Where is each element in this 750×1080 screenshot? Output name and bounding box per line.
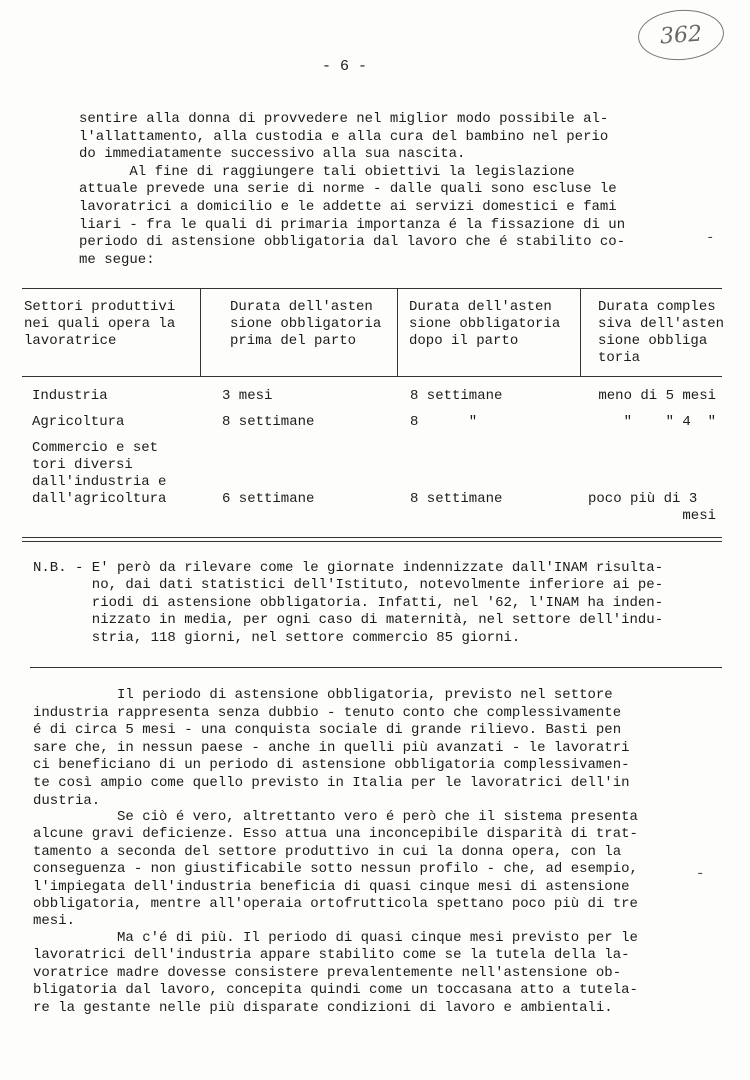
- table-cell-sector-line: Agricoltura: [32, 414, 125, 430]
- table-col-divider: [580, 288, 581, 376]
- table-cell-total: [588, 388, 716, 405]
- text-line: industria rappresenta senza dubbio - tenuto conto che complessivamente: [33, 704, 622, 721]
- table-cell-sector-line: dall'agricoltura: [32, 491, 167, 507]
- text-line: alcune gravi deficienze. Esso attua una inconcepibile disparità di trat-: [33, 826, 638, 843]
- text-line: me segue:: [79, 251, 155, 268]
- table-cell-after-line: 8 settimane: [410, 491, 503, 507]
- table-cell-total-line: mesi: [682, 508, 716, 524]
- text-line: Se ciò é vero, altrettanto vero é però che il sistema presenta: [33, 809, 638, 825]
- table-header-line: nei quali opera la: [24, 316, 176, 332]
- table-rule-top: [22, 288, 722, 289]
- table-cell-total-line: " " 4 ": [623, 414, 716, 430]
- table-cell-total: [588, 491, 716, 525]
- text-line: Ma c'é di più. Il periodo di quasi cinque mesi previsto per le: [33, 930, 638, 946]
- note-rule: [30, 667, 722, 668]
- page-number: - 6 -: [322, 58, 368, 75]
- table-header-line: sione obbliga: [598, 333, 708, 349]
- table-cell-after: [410, 414, 477, 431]
- table-cell-after-line: 8 ": [410, 414, 478, 430]
- text-line: attuale prevede una serie di norme - dalle quali sono escluse le: [79, 181, 617, 198]
- table-cell-sector-line: Industria: [32, 388, 108, 404]
- text-line: stria, 118 giorni, nel settore commercio 85 giorni.: [33, 629, 521, 646]
- table-cell-after: [410, 491, 502, 508]
- table-cell-after: [410, 388, 502, 405]
- text-line: re la gestante nelle più disparate condizioni di lavoro e ambientali.: [33, 999, 613, 1016]
- text-line: é di circa 5 mesi - una conquista sociale di grande rilievo. Basti pen: [33, 722, 622, 739]
- body-paragraph-2: [33, 809, 638, 931]
- table-header-total: [598, 299, 724, 367]
- text-line: tamento a seconda del settore produttivo in cui la donna opera, con la: [33, 843, 622, 860]
- table-cell-before-line: 3 mesi: [222, 388, 273, 404]
- table-col-divider: [200, 288, 201, 376]
- body-paragraph-3: [33, 930, 638, 1017]
- table-rule-bottom-2: [22, 541, 722, 542]
- text-line: voratrice madre dovesse consistere prevalentemente nell'astensione ob-: [33, 964, 622, 981]
- text-line: dustria.: [33, 792, 101, 809]
- table-header-line: Settori produttivi: [24, 299, 176, 315]
- table-header-line: sione obbligatoria: [230, 316, 382, 332]
- text-line: lavoratrici dell'industria appare stabilito come se la tutela della la-: [33, 947, 630, 964]
- table-header-line: Durata comples: [598, 299, 716, 315]
- text-line: nizzato in media, per ogni caso di maternità, nel settore dell'indu-: [33, 612, 664, 629]
- text-line: sentire alla donna di provvedere nel miglior modo possibile al-: [79, 111, 609, 127]
- table-cell-after-line: 8 settimane: [410, 388, 503, 404]
- text-line: no, dai dati statistici dell'Istituto, notevolmente inferiore ai pe-: [33, 577, 664, 594]
- text-line: liari - fra le quali di primaria importanza é la fissazione di un: [79, 216, 626, 233]
- text-line: l'allattamento, alla custodia e alla cura del bambino nel perio: [79, 128, 609, 145]
- table-header-line: dopo il parto: [409, 333, 519, 349]
- table-cell-total-line: meno di 5 mesi: [598, 388, 716, 404]
- table-cell-total: [588, 414, 716, 431]
- text-line: Il periodo di astensione obbligatoria, previsto nel settore: [33, 687, 613, 703]
- text-line: ci beneficiano di un periodo di astensione obbligatoria complessivamen-: [33, 757, 630, 774]
- table-cell-total-line: poco più di 3: [588, 491, 698, 507]
- table-header-line: Durata dell'asten: [409, 299, 552, 315]
- table-header-line: lavoratrice: [24, 333, 117, 349]
- text-line: do immediatamente successivo alla sua nascita.: [79, 146, 466, 163]
- table-cell-sector-line: tori diversi: [32, 457, 133, 473]
- table-cell-before: [222, 491, 314, 508]
- table-header-line: prima del parto: [230, 333, 357, 349]
- text-line: periodo di astensione obbligatoria dal lavoro che é stabilito co-: [79, 234, 626, 251]
- text-line: Al fine di raggiungere tali obiettivi la legislazione: [79, 163, 575, 180]
- table-header-line: sione obbligatoria: [409, 316, 561, 332]
- margin-mark: -: [706, 230, 715, 246]
- table-cell-before: [222, 414, 314, 431]
- note-nb: [33, 560, 663, 647]
- text-line: riodi di astensione obbligatoria. Infatti, nel '62, l'INAM ha inden-: [33, 594, 664, 611]
- text-line: N.B. - E' però da rilevare come le giornate indennizzate dall'INAM risulta-: [33, 560, 664, 576]
- table-header-before: [230, 299, 381, 350]
- margin-mark: -: [696, 866, 705, 882]
- text-line: l'impiegata dell'industria beneficia di quasi cinque mesi di astensione: [33, 878, 630, 895]
- table-cell-sector: [32, 440, 166, 508]
- table-rule-bottom: [22, 537, 722, 538]
- table-header-line: Durata dell'asten: [230, 299, 373, 315]
- table-cell-sector: [32, 414, 124, 431]
- body-paragraph-1: [33, 687, 630, 810]
- text-line: te così ampio come quello previsto in Italia per le lavoratrici dell'in: [33, 774, 630, 791]
- table-cell-before-line: 6 settimane: [222, 491, 315, 507]
- stamp-number: 362: [659, 21, 703, 49]
- table-header-sector: [24, 299, 175, 350]
- text-line: conseguenza - non giustificabile sotto nessun profilo - che, ad esempio,: [33, 861, 638, 878]
- table-cell-sector-line: dall'industria e: [32, 474, 167, 490]
- text-line: lavoratrici a domicilio e le addette ai servizi domestici e fami: [79, 198, 617, 215]
- table-header-after: [409, 299, 560, 350]
- table-cell-sector-line: Commercio e set: [32, 440, 159, 456]
- table-header-line: siva dell'asten: [598, 316, 725, 332]
- table-rule-header: [22, 376, 722, 377]
- text-line: obbligatoria, mentre all'operaia ortofrutticola spettano poco più di tre: [33, 896, 638, 913]
- text-line: mesi.: [33, 913, 76, 930]
- table-cell-sector: [32, 388, 108, 405]
- text-line: sare che, in nessun paese - anche in quelli più avanzati - le lavoratri: [33, 739, 630, 756]
- text-line: bligatoria dal lavoro, concepita quindi come un toccasana atto a tutela-: [33, 982, 638, 999]
- table-header-line: toria: [598, 350, 641, 366]
- table-cell-before-line: 8 settimane: [222, 414, 315, 430]
- table-cell-before: [222, 388, 272, 405]
- table-col-divider: [397, 288, 398, 376]
